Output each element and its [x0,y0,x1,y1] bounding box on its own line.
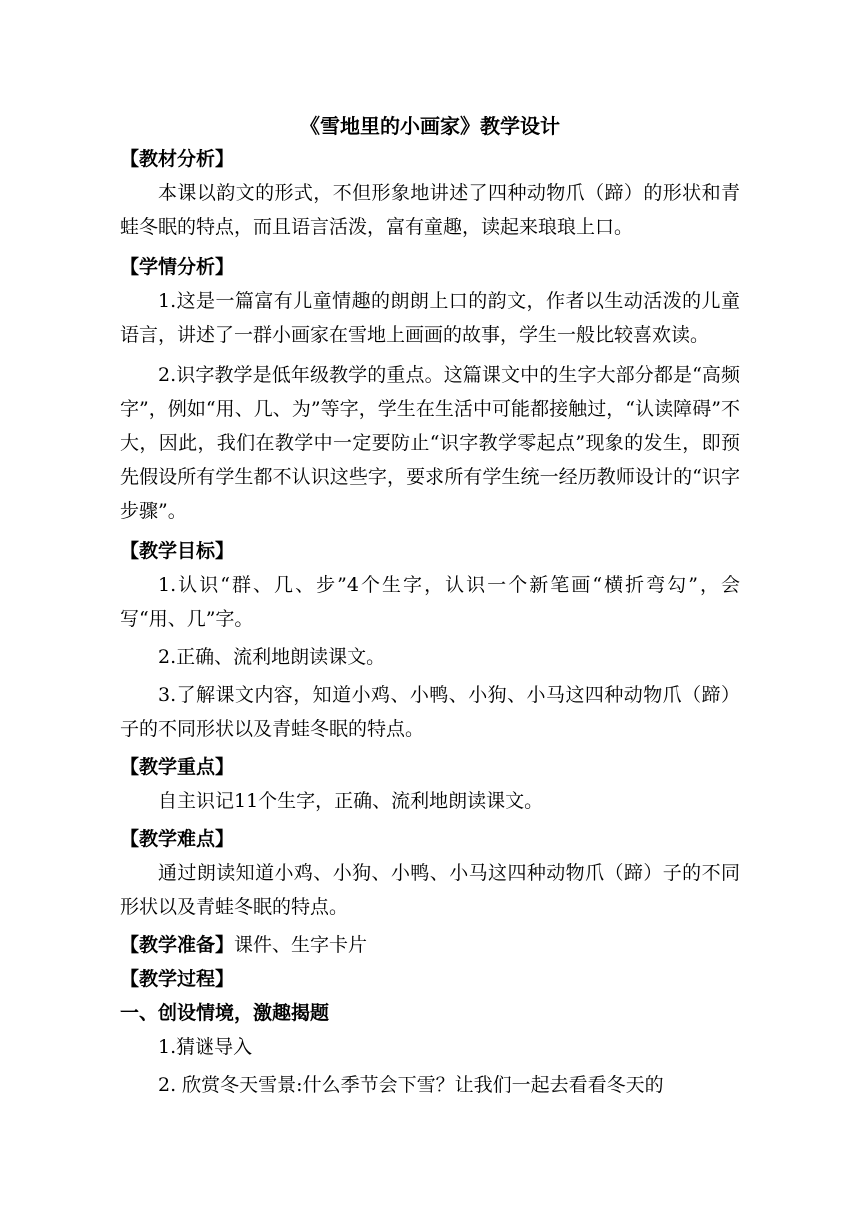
step-1-heading: 一、创设情境，激趣揭题 [120,1002,330,1024]
section-heading-key-points: 【教学重点】 [120,756,235,778]
step-1-item-1: 1.猜谜导入 [158,1036,253,1058]
step-1-item-2: 2. 欣赏冬天雪景:什么季节会下雪？让我们一起去看看冬天的 [158,1074,664,1096]
document-title: 《雪地里的小画家》教学设计 [300,114,560,138]
preparation-text: 课件、生字卡片 [234,934,368,956]
document-body [120,142,740,1104]
materials-paragraph: 本课以韵文的形式，不但形象地讲述了四种动物爪（蹄）的形状和青蛙冬眠的特点，而且语言活泼，富有童趣，读起来琅琅上口。 [120,182,740,238]
section-heading-process: 【教学过程】 [120,968,235,990]
learners-paragraph-2: 2.识字教学是低年级教学的重点。这篇课文中的生字大部分都是“高频字”，例如“用、几、为”等字，学生在生活中可能都接触过，“认读障碍”不大，因此，我们在教学中一定要防止“识字教学零起点”现象的发生，即预先假设所有学生都不认识这些字，要求所有学生统一经历教师设计的“识字步骤”。 [120,364,740,522]
key-points-paragraph: 自主识记11个生字，正确、流利地朗读课文。 [158,790,544,812]
difficulties-paragraph: 通过朗读知道小鸡、小狗、小鸭、小马这四种动物爪（蹄）子的不同形状以及青蛙冬眠的特点。 [120,862,740,918]
section-heading-materials: 【教材分析】 [120,148,235,170]
section-heading-difficulties: 【教学难点】 [120,828,235,850]
goals-paragraph-1: 1.认识“群、几、步”4个生字，认识一个新笔画“横折弯勾”，会写“用、几”字。 [120,574,740,630]
section-heading-preparation [120,928,740,962]
goals-paragraph-2: 2.正确、流利地朗读课文。 [158,646,386,668]
goals-paragraph-3: 3.了解课文内容，知道小鸡、小鸭、小狗、小马这四种动物爪（蹄）子的不同形状以及青蛙冬眠的特点。 [120,684,740,740]
section-heading-goals: 【教学目标】 [120,540,235,562]
preparation-label: 【教学准备】 [120,934,235,956]
learners-paragraph-1: 1.这是一篇富有儿童情趣的朗朗上口的韵文，作者以生动活泼的儿童语言，讲述了一群小画家在雪地上画画的故事，学生一般比较喜欢读。 [120,290,740,346]
section-heading-learners: 【学情分析】 [120,256,235,278]
